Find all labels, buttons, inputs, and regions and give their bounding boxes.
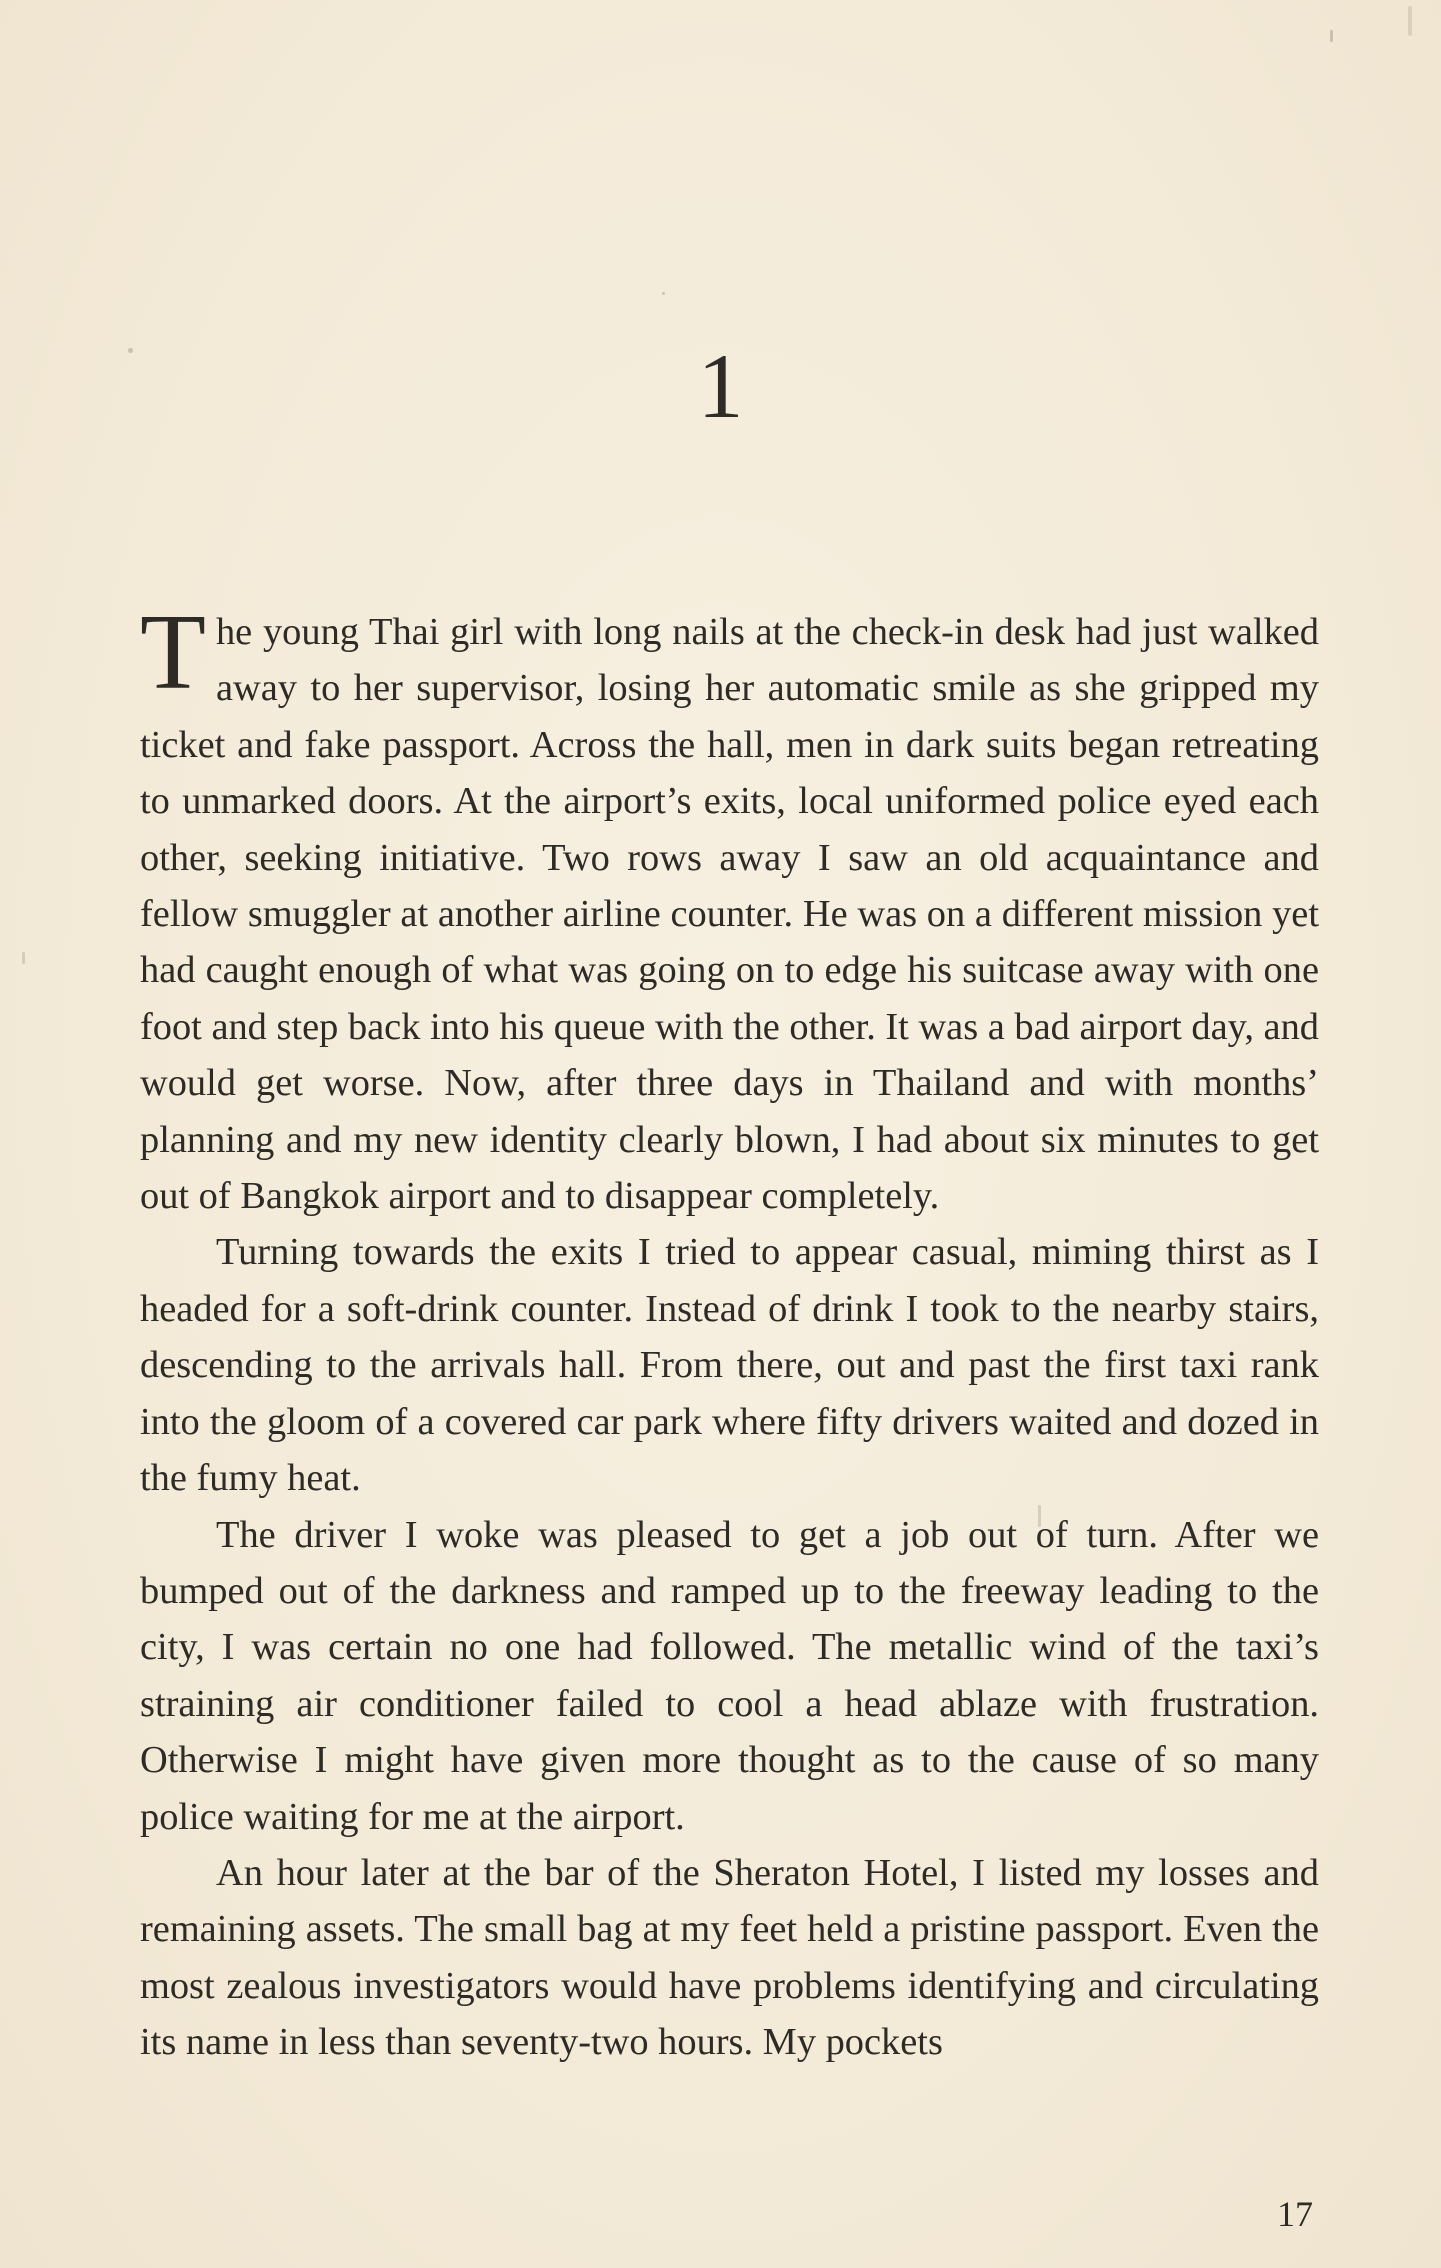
paragraph-2-text: Turning towards the exits I tried to appear casual, miming thirst as I headed for a soft-drink counter. Instead of drink I took to the nearby stairs, descending to the arrivals hall. From there, out and past the first taxi rank into the gloom of a covered car park where fifty drivers waited and dozed in the fumy heat.: [140, 1231, 1319, 1500]
paragraph-1-text: he young Thai girl with long nails at the check-in desk had just walked away to her supervisor, losing her automatic smile as she gripped my ticket and fake passport. Across the hall, men in dark suits began retreating to unmarked doors. At the airport’s exits, local uniformed police eyed each other, seeking initiative. Two rows away I saw an old acquaintance and fellow smuggler at another airline counter. He was on a different mission yet had caught enough of what was going on to edge his suitcase away with one foot and step back into his queue with the other. It was a bad airport day, and would get worse. Now, after three days in Thailand and with months’ planning and my new identity clearly blown, I had about six minutes to get out of Bangkok airport and to disappear completely.: [140, 611, 1319, 1218]
paragraph-3-text: The driver I woke was pleased to get a job out of turn. After we bumped out of the darkness and ramped up to the freeway leading to the city, I was certain no one had followed. The metallic wind of the taxi’s straining air conditioner failed to cool a head ablaze with frustration. Otherwise I might have given more thought as to the cause of so many police waiting for me at the airport.: [140, 1513, 1319, 1838]
paper-speck: [1330, 30, 1333, 42]
paper-speck: [662, 292, 665, 295]
paragraph-4: [140, 1845, 1319, 2071]
paragraph-3: [140, 1507, 1319, 1845]
paragraph-4-text: An hour later at the bar of the Sheraton Hotel, I listed my losses and remaining assets. The small bag at my feet held a pristine passport. Even the most zealous investigators would have problems identifying and circulating its name in less than seventy-two hours. My pockets: [140, 1851, 1319, 2064]
drop-cap: T: [140, 593, 206, 712]
paper-speck: [1408, 6, 1412, 36]
chapter-body: [140, 593, 1319, 2071]
paper-speck: [22, 952, 25, 964]
chapter-number: 1: [697, 335, 744, 437]
paragraph-1: [140, 593, 1319, 1224]
paragraph-2: [140, 1224, 1319, 1506]
page-number: 17: [1277, 2194, 1313, 2234]
